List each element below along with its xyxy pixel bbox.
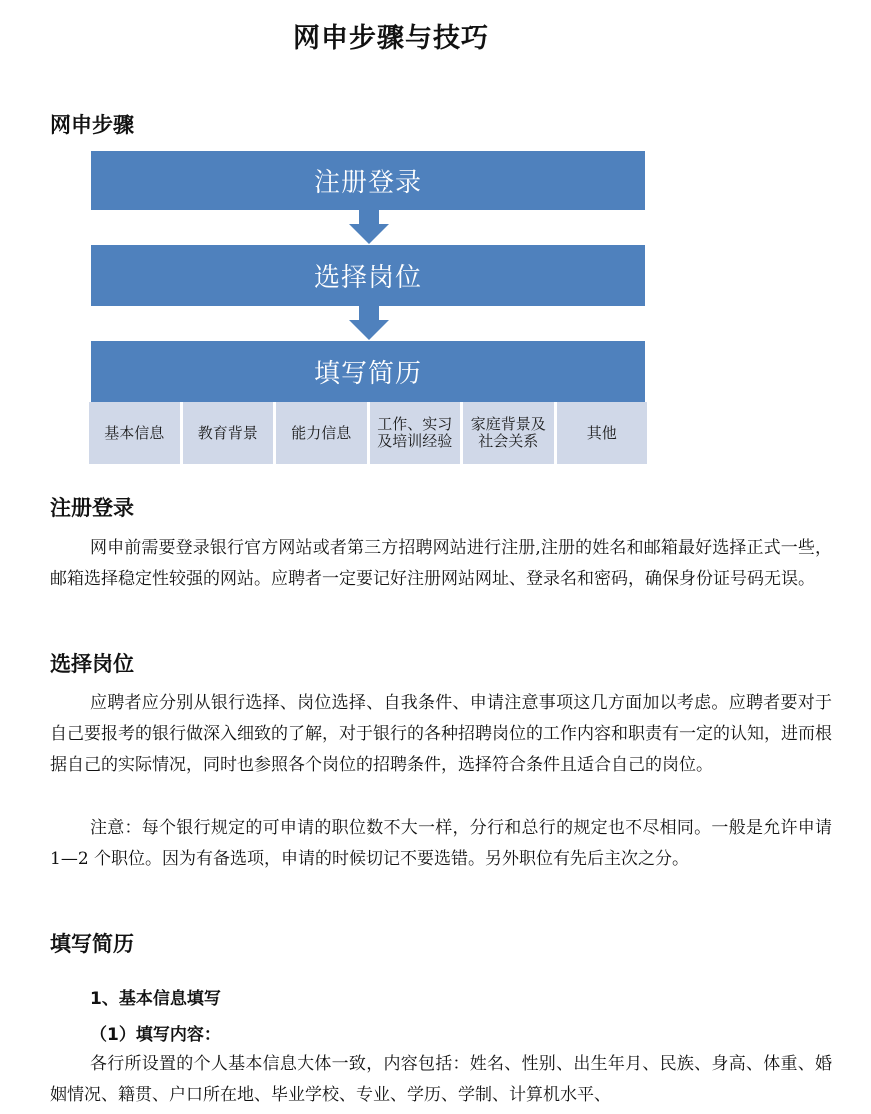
page-title: 网申步骤与技巧 — [293, 23, 489, 54]
sub-item-ability: 能力信息 — [276, 402, 367, 464]
sub-item-education: 教育背景 — [183, 402, 274, 464]
resume-sub-items — [89, 402, 647, 464]
section-heading-choose: 选择岗位 — [50, 652, 134, 676]
flow-step-register: 注册登录 — [91, 151, 645, 210]
flow-step-resume: 填写简历 — [91, 341, 645, 402]
flow-step-choose: 选择岗位 — [91, 245, 645, 306]
paragraph-resume-intro: 各行所设置的个人基本信息大体一致，内容包括：姓名、性别、出生年月、民族、身高、体重、婚姻情况、籍贯、户口所在地、毕业学校、专业、学历、学制、计算机水平、 — [50, 1054, 832, 1105]
section-heading-steps: 网申步骤 — [50, 113, 134, 137]
sub-item-work-experience: 工作、实习及培训经验 — [370, 402, 461, 464]
down-arrow-icon — [349, 306, 389, 340]
section-heading-register: 注册登录 — [50, 496, 134, 520]
paragraph-choose-1: 应聘者应分别从银行选择、岗位选择、自我条件、申请注意事项这几方面加以考虑。应聘者要对于自己要报考的银行做深入细致的了解，对于银行的各种招聘岗位的工作内容和职责有一定的认知，进而根据自己的实际情况，同时也参照各个岗位的招聘条件，选择符合条件且适合自己的岗位。 — [50, 693, 832, 775]
sub-item-family-background: 家庭背景及社会关系 — [463, 402, 554, 464]
paragraph-register: 网申前需要登录银行官方网站或者第三方招聘网站进行注册,注册的姓名和邮箱最好选择正式一些，邮箱选择稳定性较强的网站。应聘者一定要记好注册网站网址、登录名和密码，确保身份证号码无误。 — [50, 538, 832, 589]
down-arrow-icon — [349, 210, 389, 244]
section-heading-resume: 填写简历 — [50, 932, 134, 956]
subsection-heading-fill-content: （1）填写内容： — [90, 1025, 221, 1045]
subsection-heading-basic-info: 1、基本信息填写 — [90, 989, 221, 1009]
sub-item-basic-info: 基本信息 — [89, 402, 180, 464]
paragraph-choose-2: 注意：每个银行规定的可申请的职位数不大一样，分行和总行的规定也不尽相同。一般是允许申请 1—2 个职位。因为有备选项，申请的时候切记不要选错。另外职位有先后主次之分。 — [50, 818, 832, 869]
sub-item-other: 其他 — [557, 402, 648, 464]
